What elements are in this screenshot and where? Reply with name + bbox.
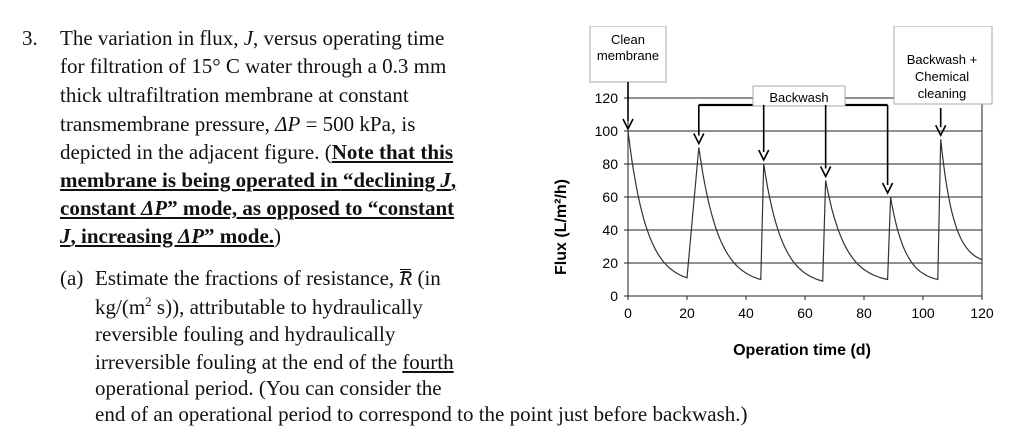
- problem-line-4: transmembrane pressure, ΔP = 500 kPa, is: [60, 112, 416, 136]
- x-tick-label: 0: [624, 305, 632, 321]
- y-tick-label: 20: [602, 255, 618, 271]
- problem-number: 3.: [22, 26, 38, 50]
- part-a-line-5: operational period. (You can consider the: [95, 376, 442, 400]
- clean-membrane-label: membrane: [596, 48, 660, 63]
- problem-line-3: thick ultrafiltration membrane at constant: [60, 83, 409, 107]
- problem-line-7: constant ΔP” mode, as opposed to “constant: [60, 196, 455, 220]
- part-a-line-2: $kg/(m^2$ s)), attributable to hydraulically: [95, 294, 423, 319]
- y-tick-label: 60: [602, 189, 618, 205]
- chemical-cleaning-label: Chemical: [914, 69, 970, 84]
- clean-membrane-label: Clean: [611, 32, 645, 47]
- part-a-label: (a): [60, 266, 84, 290]
- flux-line: [628, 131, 982, 281]
- r-double-bar: R: [399, 266, 413, 290]
- x-tick-label: 20: [679, 305, 695, 321]
- chart-annotations: [590, 26, 992, 193]
- problem-line-6: membrane is being operated in “declining J,: [60, 168, 457, 192]
- problem-line-8: J, increasing ΔP” mode.): [60, 224, 282, 248]
- backwash-label: Backwash: [769, 90, 829, 105]
- x-axis-label: Operation time (d): [733, 342, 871, 359]
- y-tick-label: 120: [594, 90, 618, 106]
- y-tick-label: 80: [602, 156, 618, 172]
- y-tick-label: 40: [602, 222, 618, 238]
- y-tick-label: 100: [594, 123, 618, 139]
- part-a-line-6: end of an operational period to correspond to the point just before backwash.): [95, 402, 748, 426]
- problem-line-1: The variation in flux, J, versus operating time: [60, 26, 445, 50]
- part-a-line-4: irreversible fouling at the end of the fourth: [95, 350, 454, 374]
- x-tick-label: 40: [738, 305, 754, 321]
- flux-series: [628, 131, 982, 281]
- problem-line-5: depicted in the adjacent figure. (Note that this: [60, 140, 454, 164]
- part-a-line-3: reversible fouling and hydraulically: [95, 322, 396, 346]
- y-axis-label: Flux (L/m²/h): [553, 179, 570, 275]
- y-tick-label: 0: [610, 288, 618, 304]
- chart-grid: [628, 98, 982, 296]
- chemical-cleaning-label: Backwash +: [906, 52, 978, 67]
- x-tick-label: 80: [856, 305, 872, 321]
- chart-ticks: [595, 90, 994, 321]
- x-tick-label: 100: [911, 305, 935, 321]
- part-a-line-1: Estimate the fractions of resistance, R (in: [95, 266, 441, 290]
- flux-chart: [548, 26, 1008, 376]
- chemical-cleaning-label: cleaning: [917, 86, 967, 101]
- problem-line-2: for filtration of 15° C water through a 0.3 mm: [60, 54, 447, 78]
- x-tick-label: 60: [797, 305, 813, 321]
- x-tick-label: 120: [970, 305, 994, 321]
